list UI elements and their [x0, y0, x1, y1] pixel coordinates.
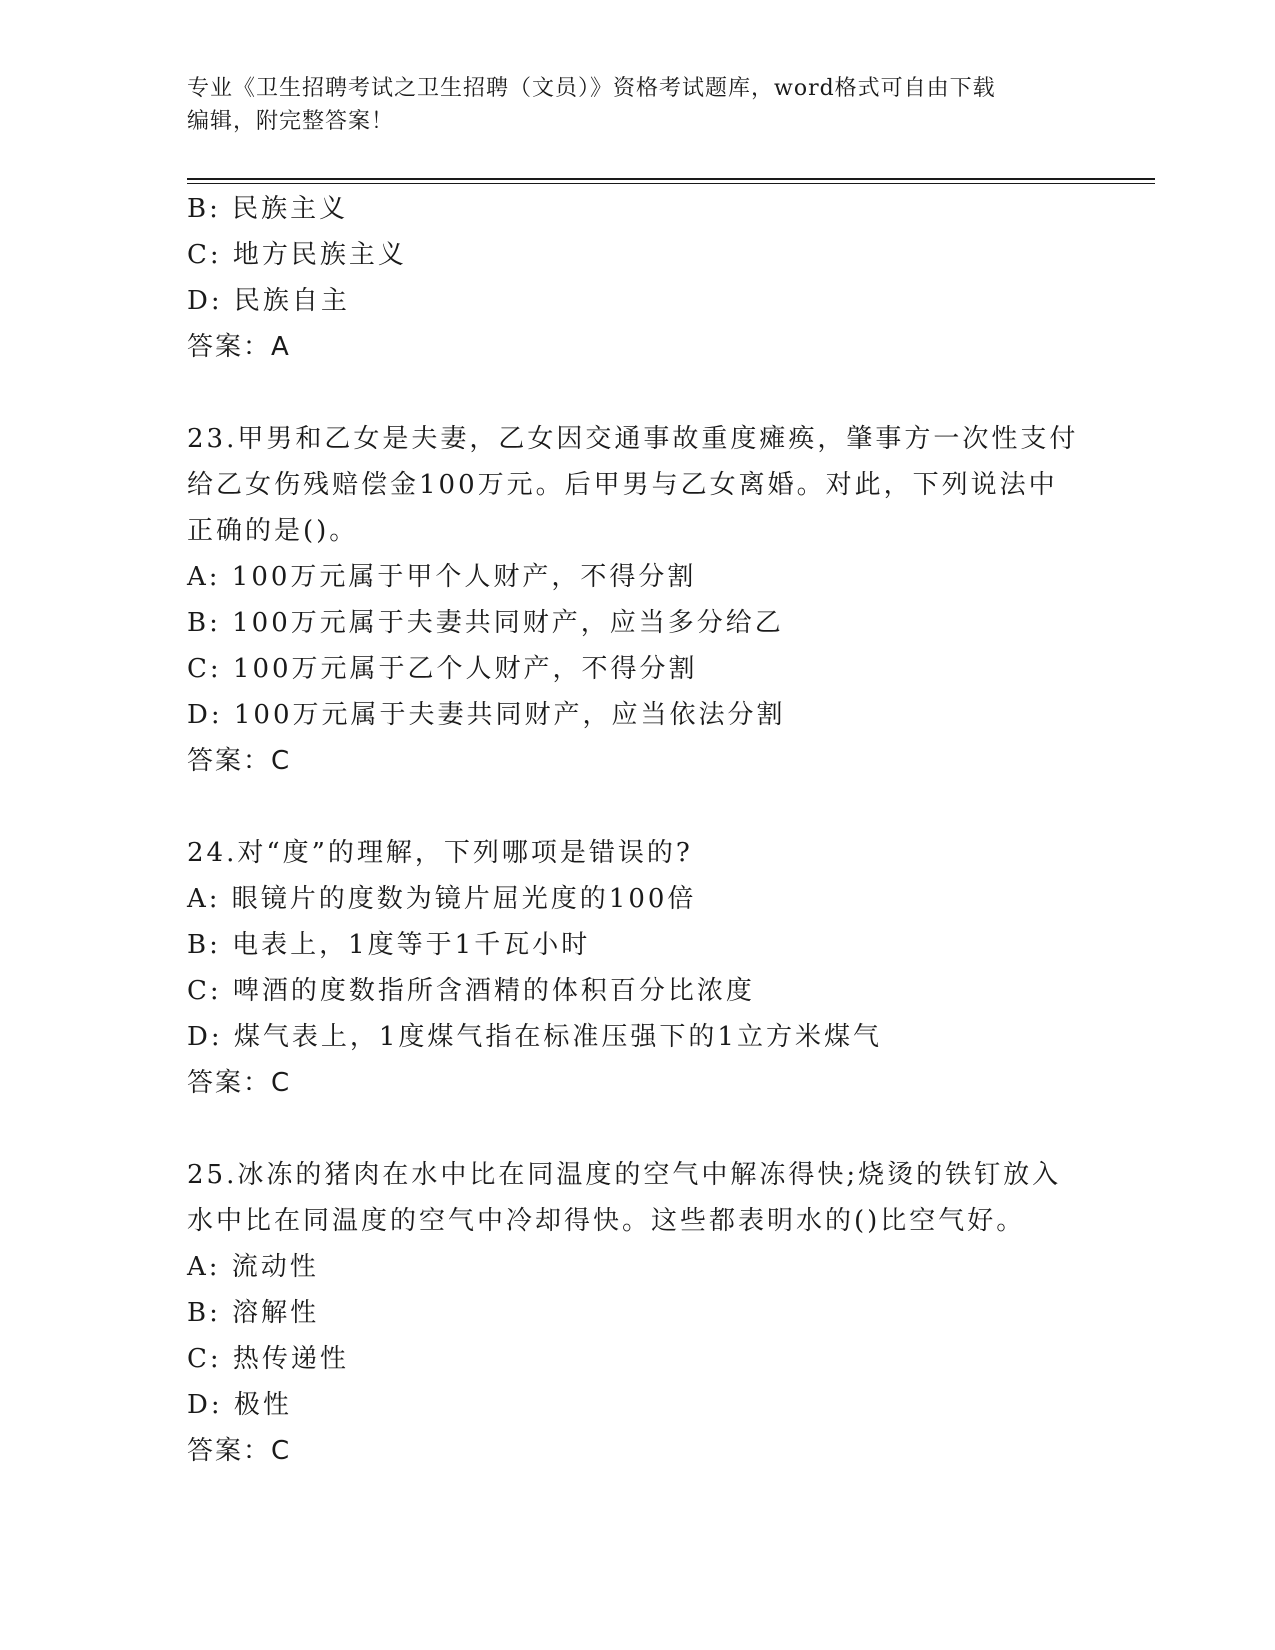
- header-line-2: 编辑，附完整答案！: [187, 109, 395, 134]
- option-d: D: 煤气表上，1度煤气指在标准压强下的1立方米煤气: [187, 1022, 882, 1052]
- option-c: C: 100万元属于乙个人财产，不得分割: [187, 654, 698, 684]
- answer: 答案：C: [187, 746, 292, 776]
- spacer: [187, 370, 1107, 416]
- option-c: C: 热传递性: [187, 1344, 349, 1374]
- option-a: A: 流动性: [187, 1252, 319, 1282]
- option-c: C: 啤酒的度数指所含酒精的体积百分比浓度: [187, 976, 755, 1006]
- header-divider-thin: [187, 183, 1155, 184]
- spacer: [187, 1106, 1107, 1152]
- option-c: C: 地方民族主义: [187, 240, 407, 270]
- answer: 答案：C: [187, 1068, 292, 1098]
- question-23: [187, 416, 1107, 784]
- option-a: A: 眼镜片的度数为镜片屈光度的100倍: [187, 884, 697, 914]
- question-25: [187, 1152, 1107, 1474]
- header-divider-thick: [187, 178, 1155, 180]
- question-24: [187, 830, 1107, 1106]
- question-stem-line: 正确的是()。: [187, 516, 359, 546]
- option-b: B: 电表上，1度等于1千瓦小时: [187, 930, 591, 960]
- spacer: [187, 784, 1107, 830]
- option-a: A: 100万元属于甲个人财产，不得分割: [187, 562, 697, 592]
- question-stem-line: 24.对“度”的理解，下列哪项是错误的?: [187, 838, 693, 868]
- option-b: B: 溶解性: [187, 1298, 320, 1328]
- option-d: D: 民族自主: [187, 286, 350, 316]
- answer: 答案：A: [187, 332, 291, 362]
- question-stem-line: 23.甲男和乙女是夫妻，乙女因交通事故重度瘫痪，肇事方一次性支付: [187, 424, 1079, 454]
- option-b: B: 民族主义: [187, 194, 349, 224]
- answer: 答案：C: [187, 1436, 292, 1466]
- question-list: [187, 186, 1107, 1474]
- option-d: D: 100万元属于夫妻共同财产，应当依法分割: [187, 700, 786, 730]
- question-stem-line: 给乙女伤残赔偿金100万元。后甲男与乙女离婚。对此，下列说法中: [187, 470, 1058, 500]
- option-d: D: 极性: [187, 1390, 292, 1420]
- question-stem-line: 25.冰冻的猪肉在水中比在同温度的空气中解冻得快;烧烫的铁钉放入: [187, 1160, 1062, 1190]
- header-line-1: 专业《卫生招聘考试之卫生招聘（文员）》资格考试题库，word格式可自由下载: [187, 76, 996, 101]
- page-header: [187, 72, 1087, 138]
- option-b: B: 100万元属于夫妻共同财产，应当多分给乙: [187, 608, 784, 638]
- question-stem-line: 水中比在同温度的空气中冷却得快。这些都表明水的()比空气好。: [187, 1206, 1026, 1236]
- question-22-continued: [187, 186, 1107, 370]
